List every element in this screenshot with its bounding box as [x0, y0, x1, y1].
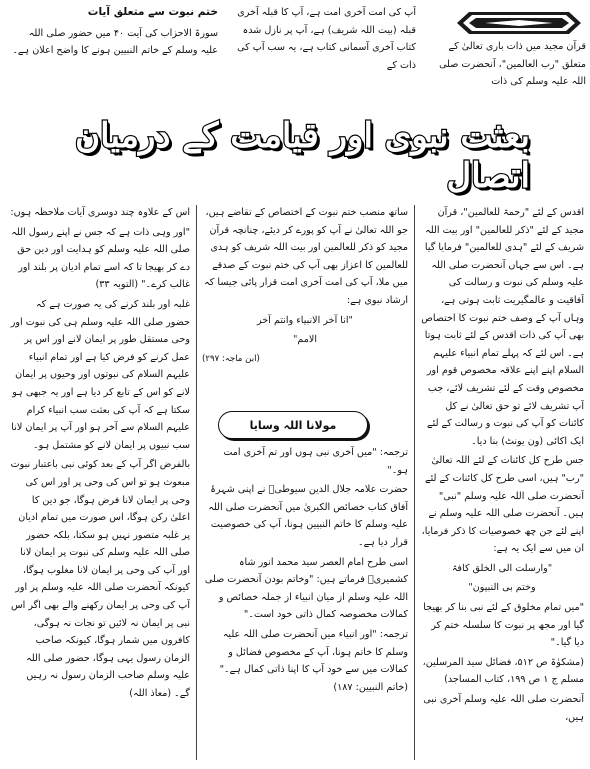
center-paragraph-2: حضرت علامہ جلال الدین سیوطیؒ نے اپنی شہرۂ آفاق کتاب خصائص الکبریٰ میں آنحضرت صلی اللہ علیہ وسلم کا خاتم النبیین ہونا، آپ کی خصوصیت قرار دیا ہے۔: [208, 484, 408, 548]
top-center-paragraph: آپ کی امت آخری امت ہے، آپ کا قبلہ آخری قبلہ (بیت اللہ شریف) ہے، آپ پر نازل شدہ کتاب آخری آسمانی کتاب ہے، یہ سب آپ کی ذات کے: [237, 7, 416, 71]
section-heading: ختم نبوت سے متعلق آیات: [87, 6, 218, 18]
left-paragraph-3: غلبہ اور بلند کرنے کی یہ صورت ہے کہ حضور صلی اللہ علیہ وسلم ہی کی نبوت اور وحی مستقل طور پر ایمان لانے اور اس پر عمل کرنے کو فرض کیا ہے اور تمام انبیاء علیہم السلام کی نبوتوں اور وحیوں پر ایمان لانے کو اس کے تابع کر دیا ہے اور یہ جبھی ہو سکتا ہے کہ آپ کی بعثت سب انبیاء کرام علیہم السلام سے آخر ہو اور آپ پر ایمان لانا سب نبیوں پر ایمان لانے کو مشتمل ہو۔: [10, 298, 190, 451]
right-paragraph-2: جس طرح کل کائنات کے لئے اللہ تعالیٰ "رب" ہیں، اسی طرح کل کائنات کے لئے آنحضرت صلی اللہ علیہ وسلم "نبی" ہیں۔ آنحضرت صلی اللہ علیہ وسلم نے اپنے لئے جن چھ خصوصیات کا ذکر فرمایا، ان میں سے ایک یہ ہے:: [421, 455, 584, 555]
right-paragraph-1: اقدس کے لئے "رحمۃ للعالمین"، قرآن مجید کے لئے "ذکر للعالمین" اور بیت اللہ شریف کے لئے "ہدی للعالمین" فرمایا گیا ہے۔ اس سے جہاں آنحضرت صلی اللہ علیہ وسلم کی نبوت و رسالت کی آفاقیت و عالمگیریت ثابت ہوتی ہے، وہاں آپ کے وصف ختم نبوت کا اختصاص بھی آپ کی ذات اقدس کے لئے ثابت ہوتا ہے۔ اس لئے کہ پہلے تمام انبیاء علیہم السلام اپنے اپنے علاقہ مخصوص قوم اور مخصوص وقت کے لئے تشریف لائے، جب آپ تشریف لائے تو حق تعالیٰ نے کل کائنات کو آپ کی نبوت و رسالت کے لئے ایک اکائی (ون یونٹ) بنا دیا۔: [421, 207, 584, 447]
column-divider-left: [196, 205, 197, 760]
center-translation: ترجمہ: "میں آخری نبی ہوں اور تم آخری امت ہو۔": [223, 447, 408, 476]
top-left-text: [12, 4, 218, 114]
top-right-paragraph: قرآن مجید میں ذات باری تعالیٰ کے متعلق "رب العالمین"، آنحضرت صلی اللہ علیہ وسلم کی ذات: [439, 41, 586, 88]
author-name-box: مولانا اللہ وسایا: [218, 411, 368, 439]
title-banner: [70, 115, 530, 196]
right-paragraph-3: آنحضرت صلی اللہ علیہ وسلم آخری نبی ہیں،: [423, 694, 584, 723]
left-paragraph-4: بالفرض اگر آپ کے بعد کوئی نبی باعتبار نبوت مبعوث ہو تو اس کی وحی پر اور اس کی وحی پر ایمان لانا فرض ہوگا، جو دین کا اعلیٰ رکن ہوگا، اس صورت میں تمام ادیان پر غلبہ متصور نہیں ہو سکتا، بلکہ حضور صلی اللہ علیہ وسلم کی نبوت پر ایمان لانا اور آپ کی وحی پر ایمان لانا مغلوب ہوگا، کیونکہ آنحضرت صلی اللہ علیہ وسلم پر اور آپ کی وحی پر ایمان رکھنے والے بھی اگر اس نبی پر ایمان نہ لائیں تو نجات نہ ہوگی، کافروں میں شمار ہوگا، کیونکہ صاحب الزمان رسول یہی ہوگا، حضور صلی اللہ علیہ وسلم صاحب الزمان رسول نہ رہیں گے۔ (معاذ اللہ): [10, 459, 190, 700]
left-paragraph-1: اس کے علاوہ چند دوسری آیات ملاحظہ ہوں:: [10, 207, 190, 218]
center-column-lower: [202, 444, 408, 764]
article-title: بعثت نبوی اور قیامت کے درمیان اتصال: [75, 115, 530, 196]
top-center-text: [228, 4, 416, 114]
left-paragraph-2: "اور وہی ذات ہے کہ جس نے اپنے رسول اللہ صلی اللہ علیہ وسلم کو ہدایت اور دین حق دے کر بھیجا تا کہ اسے تمام ادیان پر بلند اور غالب کرے۔" (التوبہ ۳۳): [11, 226, 190, 291]
center-paragraph-3: اسی طرح امام العصر سید محمد انور شاہ کشمیریؒ فرماتے ہیں: "وخاتم بودن آنحضرت صلی اللہ علیہ وسلم از میان انبیاء از جملہ خصائص و کمالات مخصوصہ کمال ذاتی خود است۔": [204, 556, 408, 621]
ornament-banner-icon: [455, 8, 583, 38]
column-divider-right: [414, 205, 415, 760]
right-reference: (مشکوٰۃ ص ۵۱۲، فضائل سید المرسلین، مسلم ج ۱ ص ۱۹۹، کتاب المساجد): [422, 656, 584, 686]
top-left-paragraph: سورۃ الاحزاب کی آیت ۴۰ میں حضور صلی اللہ علیہ وسلم کے خاتم النبیین ہونے کا واضح اعلان ہے۔: [12, 27, 218, 57]
center-column: [202, 204, 408, 404]
center-reference: (ابن ماجہ: ۲۹۷): [202, 353, 260, 364]
right-translation: "میں تمام مخلوق کے لئے نبی بنا کر بھیجا گیا اور مجھ پر نبوت کا سلسلہ ختم کر دیا گیا۔": [423, 602, 584, 649]
arabic-hadith-line-2: الامم": [292, 334, 318, 346]
arabic-hadith-line-2: وختم بی النبیون": [468, 582, 536, 594]
center-paragraph-4: ترجمہ: "اور انبیاء میں آنحضرت صلی اللہ علیہ وسلم کا خاتم ہونا، آپ کے مخصوص فضائل و کمالات میں سے خود آپ کا اپنا ذاتی کمال ہے۔" (خاتم النبیین: ۱۸۷): [219, 628, 408, 693]
left-column: [10, 204, 190, 766]
arabic-hadith-line-1: "وارسلت الی الخلق کافۃ: [451, 562, 553, 574]
center-paragraph-1: ساتھ منصب ختم نبوت کے اختصاص کے تقاضے ہیں، جو اللہ تعالیٰ نے آپ کو پورے کر دیئے، چنانچہ قرآن مجید کو ذکر للعالمین اور بیت اللہ شریف کو ہدی للعالمین کا اعزاز بھی آپ کی ختم نبوت کے صدقے میں ملا، آپ کی امت آخری امت قرار پائی جیسا کہ ارشاد نبوی ہے:: [204, 207, 408, 306]
right-column: [420, 204, 584, 766]
top-right-text: [428, 38, 586, 114]
arabic-hadith-line-1: "انا آخر الانبیاء وانتم آخر: [257, 314, 353, 326]
